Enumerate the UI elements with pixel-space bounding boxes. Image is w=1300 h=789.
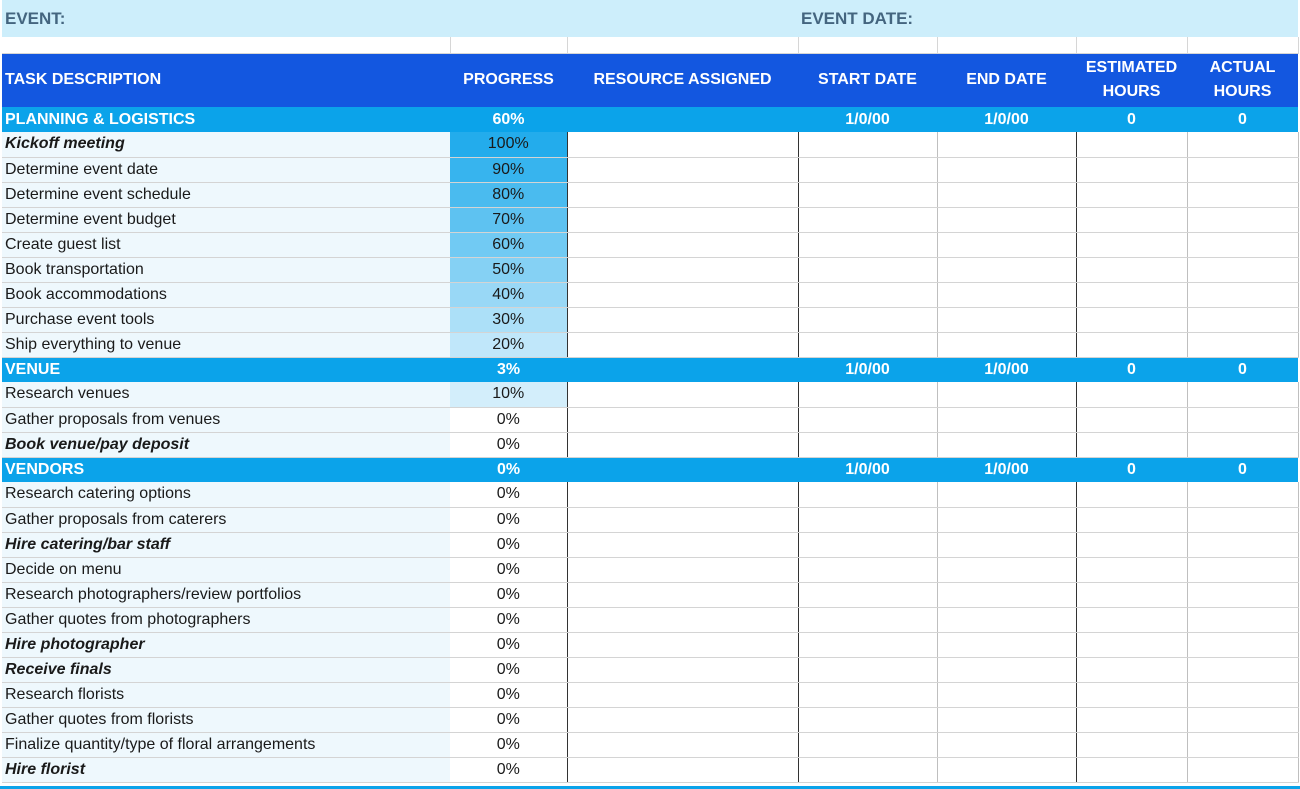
- task-description[interactable]: Book accommodations: [2, 282, 450, 307]
- task-description[interactable]: Book transportation: [2, 257, 450, 282]
- empty-cell[interactable]: [1076, 757, 1187, 782]
- section-start-date[interactable]: 1/0/00: [798, 107, 937, 132]
- empty-cell[interactable]: [1187, 732, 1298, 757]
- task-row: [2, 682, 1298, 707]
- section-actual-hours[interactable]: 0: [1187, 357, 1298, 382]
- header-actual-hours[interactable]: ACTUAL HOURS: [1187, 53, 1298, 107]
- empty-cell[interactable]: [937, 607, 1076, 632]
- section-resource[interactable]: [567, 107, 798, 132]
- empty-cell[interactable]: [1187, 657, 1298, 682]
- empty-cell[interactable]: [798, 532, 937, 557]
- task-description[interactable]: Decide on menu: [2, 557, 450, 582]
- section-end-date[interactable]: 1/0/00: [937, 457, 1076, 482]
- task-row: [2, 157, 1298, 182]
- empty-cell[interactable]: [798, 557, 937, 582]
- task-progress[interactable]: 0%: [450, 707, 567, 732]
- empty-cell[interactable]: [1187, 382, 1298, 407]
- header-estimated-hours[interactable]: ESTIMATED HOURS: [1076, 53, 1187, 107]
- section-actual-hours[interactable]: 0: [1187, 457, 1298, 482]
- task-progress[interactable]: 0%: [450, 682, 567, 707]
- empty-cell[interactable]: [798, 132, 937, 157]
- empty-cell[interactable]: [1076, 182, 1187, 207]
- task-row: [2, 707, 1298, 732]
- empty-cell[interactable]: [1076, 407, 1187, 432]
- empty-cell[interactable]: [937, 432, 1076, 457]
- section-row: [2, 107, 1298, 132]
- section-end-date[interactable]: 1/0/00: [937, 357, 1076, 382]
- task-description[interactable]: Gather quotes from photographers: [2, 607, 450, 632]
- task-progress[interactable]: 80%: [450, 182, 567, 207]
- column-header-row: [2, 53, 1298, 107]
- empty-cell[interactable]: [567, 232, 798, 257]
- empty-cell[interactable]: [1076, 257, 1187, 282]
- empty-cell[interactable]: [937, 757, 1076, 782]
- empty-cell[interactable]: [1076, 632, 1187, 657]
- empty-cell[interactable]: [937, 257, 1076, 282]
- empty-cell[interactable]: [1187, 507, 1298, 532]
- empty-cell[interactable]: [937, 157, 1076, 182]
- task-row: [2, 307, 1298, 332]
- empty-cell[interactable]: [1187, 257, 1298, 282]
- task-progress[interactable]: 20%: [450, 332, 567, 357]
- task-row: [2, 382, 1298, 407]
- empty-cell[interactable]: [937, 482, 1076, 507]
- section-name[interactable]: PLANNING & LOGISTICS: [2, 107, 450, 132]
- empty-cell[interactable]: [1187, 282, 1298, 307]
- empty-cell[interactable]: [798, 37, 937, 53]
- empty-cell[interactable]: [798, 382, 937, 407]
- empty-cell[interactable]: [798, 282, 937, 307]
- empty-cell[interactable]: [798, 757, 937, 782]
- section-progress[interactable]: 0%: [450, 457, 567, 482]
- empty-cell[interactable]: [798, 182, 937, 207]
- task-row: [2, 182, 1298, 207]
- empty-cell[interactable]: [937, 557, 1076, 582]
- event-date-label[interactable]: EVENT DATE:: [798, 0, 1298, 37]
- empty-cell[interactable]: [567, 732, 798, 757]
- empty-cell[interactable]: [937, 332, 1076, 357]
- section-estimated-hours[interactable]: 0: [1076, 357, 1187, 382]
- task-description[interactable]: Hire florist: [2, 757, 450, 782]
- empty-cell[interactable]: [798, 707, 937, 732]
- empty-cell[interactable]: [937, 232, 1076, 257]
- empty-cell[interactable]: [1076, 232, 1187, 257]
- task-row: [2, 482, 1298, 507]
- empty-cell[interactable]: [1187, 207, 1298, 232]
- empty-cell[interactable]: [1076, 432, 1187, 457]
- task-progress[interactable]: 0%: [450, 632, 567, 657]
- empty-cell[interactable]: [1187, 232, 1298, 257]
- task-description[interactable]: Book venue/pay deposit: [2, 432, 450, 457]
- empty-cell[interactable]: [1076, 557, 1187, 582]
- task-row: [2, 582, 1298, 607]
- task-progress[interactable]: 0%: [450, 482, 567, 507]
- empty-cell[interactable]: [1076, 582, 1187, 607]
- task-progress[interactable]: 0%: [450, 407, 567, 432]
- empty-cell[interactable]: [937, 532, 1076, 557]
- task-progress[interactable]: 0%: [450, 532, 567, 557]
- task-progress[interactable]: 0%: [450, 657, 567, 682]
- section-name[interactable]: VENDORS: [2, 457, 450, 482]
- empty-cell[interactable]: [567, 307, 798, 332]
- task-row: [2, 282, 1298, 307]
- section-row: [2, 457, 1298, 482]
- empty-cell[interactable]: [567, 507, 798, 532]
- section-progress[interactable]: 3%: [450, 357, 567, 382]
- empty-cell[interactable]: [1187, 332, 1298, 357]
- task-description[interactable]: Research catering options: [2, 482, 450, 507]
- task-progress[interactable]: 0%: [450, 557, 567, 582]
- task-progress[interactable]: 0%: [450, 582, 567, 607]
- empty-cell[interactable]: [937, 282, 1076, 307]
- header-task-description[interactable]: TASK DESCRIPTION: [2, 53, 450, 107]
- task-description[interactable]: Finalize quantity/type of floral arrangements: [2, 732, 450, 757]
- task-description[interactable]: Create guest list: [2, 232, 450, 257]
- empty-cell[interactable]: [1187, 607, 1298, 632]
- section-start-date[interactable]: 1/0/00: [798, 457, 937, 482]
- empty-cell[interactable]: [937, 182, 1076, 207]
- section-estimated-hours[interactable]: 0: [1076, 107, 1187, 132]
- empty-cell[interactable]: [937, 507, 1076, 532]
- task-description[interactable]: Kickoff meeting: [2, 132, 450, 157]
- empty-cell[interactable]: [937, 407, 1076, 432]
- empty-cell[interactable]: [1076, 282, 1187, 307]
- empty-cell[interactable]: [1076, 37, 1187, 53]
- empty-cell[interactable]: [567, 557, 798, 582]
- event-info-row: [2, 0, 1298, 37]
- header-resource-assigned[interactable]: RESOURCE ASSIGNED: [567, 53, 798, 107]
- empty-cell[interactable]: [798, 507, 937, 532]
- task-description[interactable]: Gather proposals from caterers: [2, 507, 450, 532]
- empty-cell[interactable]: [567, 257, 798, 282]
- empty-cell[interactable]: [1076, 382, 1187, 407]
- task-description[interactable]: Gather quotes from florists: [2, 707, 450, 732]
- section-name[interactable]: VENUE: [2, 357, 450, 382]
- empty-cell[interactable]: [1187, 157, 1298, 182]
- task-description[interactable]: Determine event budget: [2, 207, 450, 232]
- section-resource[interactable]: [567, 357, 798, 382]
- empty-cell[interactable]: [798, 607, 937, 632]
- task-row: [2, 557, 1298, 582]
- empty-cell[interactable]: [1076, 682, 1187, 707]
- task-row: [2, 407, 1298, 432]
- empty-cell[interactable]: [1076, 607, 1187, 632]
- empty-cell[interactable]: [798, 157, 937, 182]
- empty-cell[interactable]: [2, 37, 450, 53]
- task-row: [2, 257, 1298, 282]
- task-row: [2, 432, 1298, 457]
- empty-cell[interactable]: [798, 232, 937, 257]
- empty-cell[interactable]: [937, 632, 1076, 657]
- empty-cell[interactable]: [567, 407, 798, 432]
- task-progress[interactable]: 40%: [450, 282, 567, 307]
- empty-cell[interactable]: [567, 132, 798, 157]
- task-row: [2, 732, 1298, 757]
- event-task-table: [2, 0, 1299, 783]
- empty-cell[interactable]: [567, 532, 798, 557]
- empty-cell[interactable]: [798, 307, 937, 332]
- task-description[interactable]: Research photographers/review portfolios: [2, 582, 450, 607]
- empty-cell[interactable]: [1187, 582, 1298, 607]
- task-progress[interactable]: 10%: [450, 382, 567, 407]
- empty-cell[interactable]: [937, 382, 1076, 407]
- task-row: [2, 332, 1298, 357]
- empty-cell[interactable]: [450, 37, 567, 53]
- empty-cell[interactable]: [567, 757, 798, 782]
- empty-cell[interactable]: [798, 207, 937, 232]
- task-description[interactable]: Receive finals: [2, 657, 450, 682]
- empty-cell[interactable]: [1076, 332, 1187, 357]
- empty-cell[interactable]: [798, 682, 937, 707]
- task-description[interactable]: Purchase event tools: [2, 307, 450, 332]
- empty-cell[interactable]: [1187, 682, 1298, 707]
- task-description[interactable]: Hire catering/bar staff: [2, 532, 450, 557]
- task-row: [2, 607, 1298, 632]
- task-row: [2, 132, 1298, 157]
- task-progress[interactable]: 70%: [450, 207, 567, 232]
- empty-cell[interactable]: [798, 482, 937, 507]
- empty-cell[interactable]: [937, 707, 1076, 732]
- empty-cell[interactable]: [937, 132, 1076, 157]
- empty-cell[interactable]: [1076, 482, 1187, 507]
- task-row: [2, 632, 1298, 657]
- empty-cell[interactable]: [567, 707, 798, 732]
- empty-cell[interactable]: [937, 307, 1076, 332]
- empty-cell[interactable]: [798, 432, 937, 457]
- empty-cell[interactable]: [1076, 707, 1187, 732]
- empty-cell[interactable]: [1187, 307, 1298, 332]
- task-progress[interactable]: 0%: [450, 432, 567, 457]
- empty-cell[interactable]: [1187, 557, 1298, 582]
- section-end-date[interactable]: 1/0/00: [937, 107, 1076, 132]
- empty-cell[interactable]: [798, 657, 937, 682]
- spacer-row: [2, 37, 1298, 53]
- header-end-date[interactable]: END DATE: [937, 53, 1076, 107]
- empty-cell[interactable]: [567, 607, 798, 632]
- task-description[interactable]: Research florists: [2, 682, 450, 707]
- empty-cell[interactable]: [798, 257, 937, 282]
- empty-cell[interactable]: [1076, 207, 1187, 232]
- empty-cell[interactable]: [567, 332, 798, 357]
- empty-cell[interactable]: [1076, 657, 1187, 682]
- task-progress[interactable]: 0%: [450, 757, 567, 782]
- empty-cell[interactable]: [1187, 482, 1298, 507]
- task-progress[interactable]: 100%: [450, 132, 567, 157]
- task-progress[interactable]: 30%: [450, 307, 567, 332]
- task-description[interactable]: Hire photographer: [2, 632, 450, 657]
- empty-cell[interactable]: [937, 207, 1076, 232]
- empty-cell[interactable]: [567, 657, 798, 682]
- empty-cell[interactable]: [1187, 407, 1298, 432]
- empty-cell[interactable]: [798, 582, 937, 607]
- empty-cell[interactable]: [1076, 532, 1187, 557]
- section-actual-hours[interactable]: 0: [1187, 107, 1298, 132]
- empty-cell[interactable]: [1076, 132, 1187, 157]
- empty-cell[interactable]: [1187, 707, 1298, 732]
- empty-cell[interactable]: [567, 282, 798, 307]
- task-row: [2, 207, 1298, 232]
- section-start-date[interactable]: 1/0/00: [798, 357, 937, 382]
- empty-cell[interactable]: [567, 207, 798, 232]
- header-start-date[interactable]: START DATE: [798, 53, 937, 107]
- empty-cell[interactable]: [1187, 532, 1298, 557]
- empty-cell[interactable]: [798, 732, 937, 757]
- empty-cell[interactable]: [567, 182, 798, 207]
- event-label[interactable]: EVENT:: [2, 0, 798, 37]
- empty-cell[interactable]: [798, 332, 937, 357]
- task-progress[interactable]: 0%: [450, 732, 567, 757]
- task-description[interactable]: Ship everything to venue: [2, 332, 450, 357]
- empty-cell[interactable]: [937, 37, 1076, 53]
- empty-cell[interactable]: [567, 37, 798, 53]
- empty-cell[interactable]: [937, 732, 1076, 757]
- task-row: [2, 507, 1298, 532]
- empty-cell[interactable]: [567, 632, 798, 657]
- section-progress[interactable]: 60%: [450, 107, 567, 132]
- task-progress[interactable]: 0%: [450, 507, 567, 532]
- task-row: [2, 757, 1298, 782]
- task-description[interactable]: Determine event schedule: [2, 182, 450, 207]
- task-row: [2, 657, 1298, 682]
- section-row: [2, 357, 1298, 382]
- empty-cell[interactable]: [937, 682, 1076, 707]
- task-progress[interactable]: 90%: [450, 157, 567, 182]
- section-estimated-hours[interactable]: 0: [1076, 457, 1187, 482]
- empty-cell[interactable]: [567, 682, 798, 707]
- empty-cell[interactable]: [1187, 757, 1298, 782]
- empty-cell[interactable]: [937, 657, 1076, 682]
- empty-cell[interactable]: [1187, 432, 1298, 457]
- empty-cell[interactable]: [1187, 37, 1298, 53]
- task-progress[interactable]: 60%: [450, 232, 567, 257]
- empty-cell[interactable]: [567, 382, 798, 407]
- empty-cell[interactable]: [1187, 132, 1298, 157]
- empty-cell[interactable]: [567, 582, 798, 607]
- empty-cell[interactable]: [1076, 732, 1187, 757]
- empty-cell[interactable]: [1076, 307, 1187, 332]
- empty-cell[interactable]: [1076, 157, 1187, 182]
- empty-cell[interactable]: [567, 157, 798, 182]
- task-description[interactable]: Determine event date: [2, 157, 450, 182]
- task-progress[interactable]: 50%: [450, 257, 567, 282]
- empty-cell[interactable]: [798, 407, 937, 432]
- empty-cell[interactable]: [1187, 632, 1298, 657]
- task-description[interactable]: Gather proposals from venues: [2, 407, 450, 432]
- task-description[interactable]: Research venues: [2, 382, 450, 407]
- empty-cell[interactable]: [798, 632, 937, 657]
- task-row: [2, 532, 1298, 557]
- task-row: [2, 232, 1298, 257]
- empty-cell[interactable]: [567, 482, 798, 507]
- empty-cell[interactable]: [1187, 182, 1298, 207]
- task-progress[interactable]: 0%: [450, 607, 567, 632]
- header-progress[interactable]: PROGRESS: [450, 53, 567, 107]
- empty-cell[interactable]: [937, 582, 1076, 607]
- empty-cell[interactable]: [1076, 507, 1187, 532]
- section-resource[interactable]: [567, 457, 798, 482]
- empty-cell[interactable]: [567, 432, 798, 457]
